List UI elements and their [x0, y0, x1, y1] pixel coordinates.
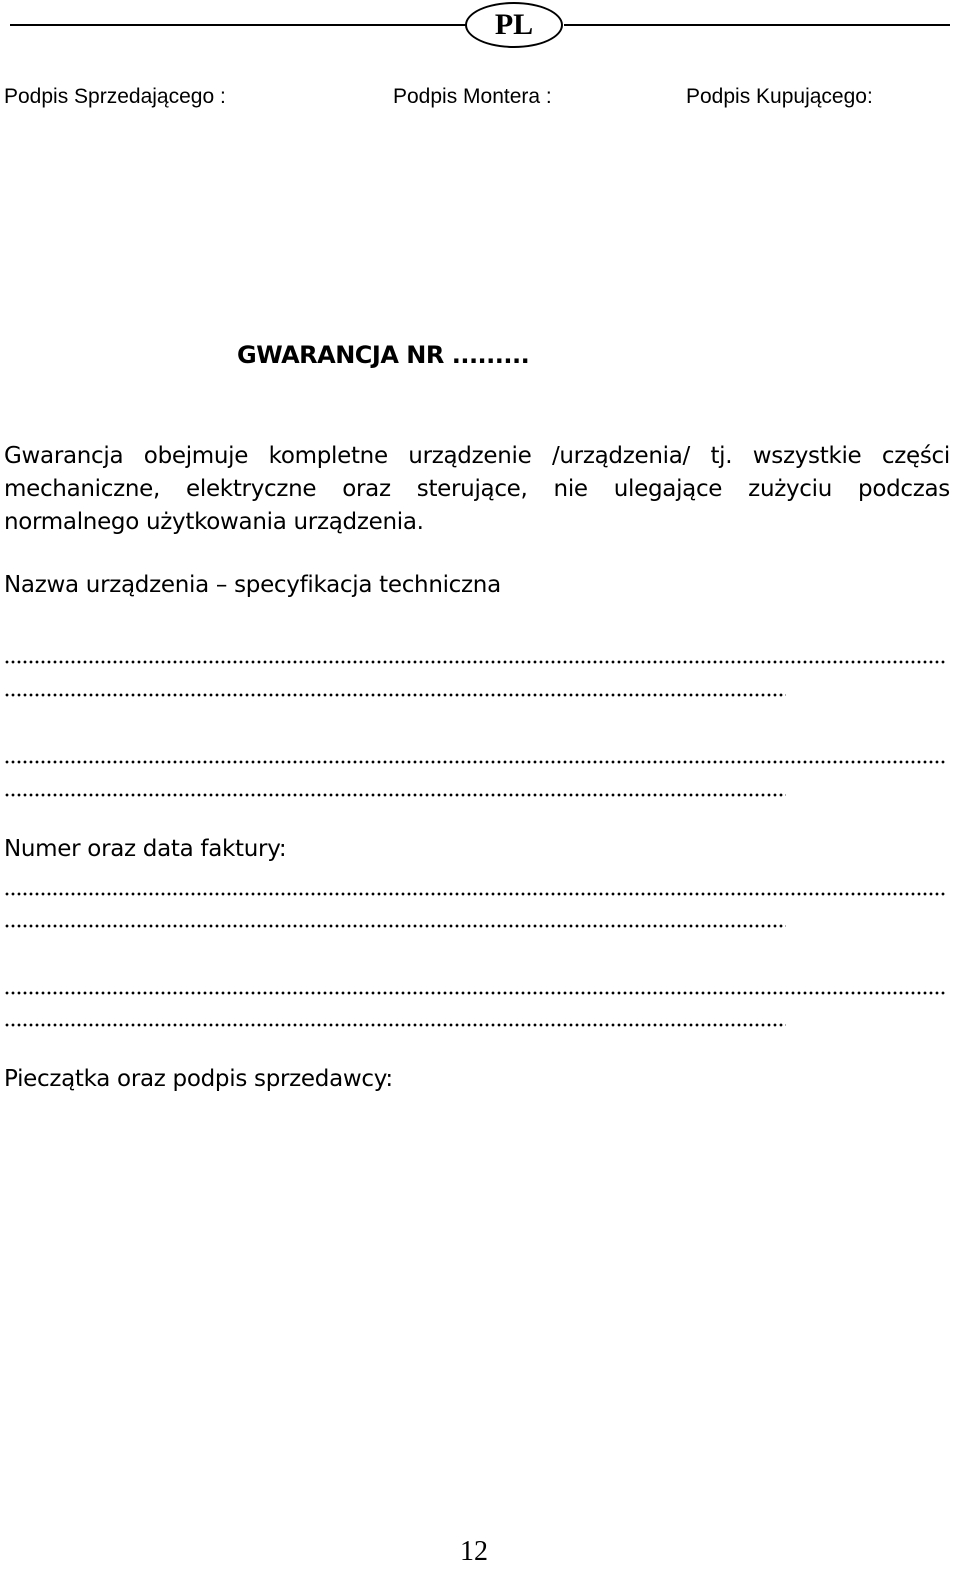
header-rule-left	[10, 24, 466, 26]
invoice-label: Numer oraz data faktury:	[4, 836, 287, 862]
invoice-dotted-line	[4, 1022, 786, 1028]
language-badge: PL	[465, 2, 563, 48]
device-spec-dotted-line	[4, 792, 786, 798]
device-spec-dotted-line	[4, 759, 946, 765]
invoice-dotted-line	[4, 923, 786, 929]
device-spec-label: Nazwa urządzenia – specyfikacja techniczna	[4, 572, 501, 598]
invoice-dotted-line	[4, 891, 946, 897]
device-spec-dotted-line	[4, 692, 786, 698]
seller-stamp-label: Pieczątka oraz podpis sprzedawcy:	[4, 1066, 393, 1092]
invoice-dotted-line	[4, 990, 946, 996]
warranty-intro-paragraph: Gwarancja obejmuje kompletne urządzenie /urządzenia/ tj. wszystkie części mechaniczne, elektryczne oraz sterujące, nie ulegające zużyciu podczas normalnego użytkowania urządzenia.	[4, 443, 950, 535]
warranty-title: GWARANCJA NR .........	[237, 341, 530, 369]
page-number: 12	[460, 1536, 488, 1567]
header-rule-right	[564, 24, 950, 26]
buyer-signature-label: Podpis Kupującego:	[686, 85, 873, 108]
fitter-signature-label: Podpis Montera :	[393, 85, 552, 108]
seller-signature-label: Podpis Sprzedającego :	[4, 85, 226, 108]
device-spec-dotted-line	[4, 659, 946, 665]
